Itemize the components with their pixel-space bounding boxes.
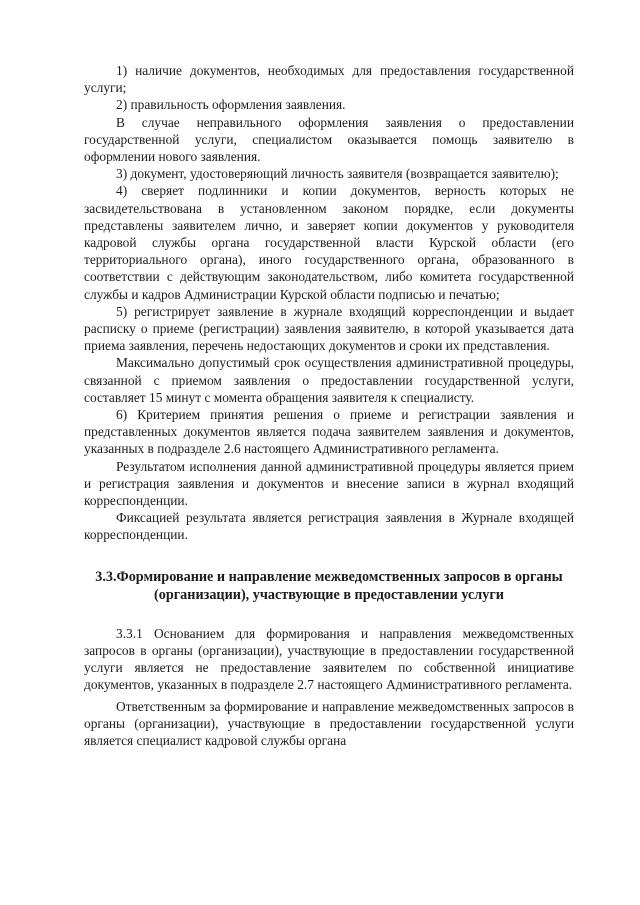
paragraph-procedure-result: Результатом исполнения данной административной процедуры является прием и регистрация заявления и документов и внесение записи в журнал входящий корреспонденции. xyxy=(84,458,574,509)
spacer xyxy=(84,605,574,625)
document-body xyxy=(84,62,574,749)
section-heading: 3.3.Формирование и направление межведомственных запросов в органы (организации), участвующие в предоставлении услуги xyxy=(95,568,563,604)
paragraph-result-fixation: Фиксацией результата является регистрация заявления в Журнале входящей корреспонденции. xyxy=(84,510,574,543)
paragraph-item-verify-copies: 4) сверяет подлинники и копии документов, верность которых не засвидетельствована в установленном законом порядке, если документы представлены заявителем лично, и заверяет копии документов у руководителя кадровой службы органа государственной власти Курской области (его территориального органа), иного государственного органа, образованного в соответствии с действующим законодательством, либо комитета государственной службы и кадров Администрации Курской области подписью и печатью; xyxy=(84,183,574,302)
paragraph-item-correctness: 2) правильность оформления заявления. xyxy=(116,97,346,113)
paragraph-item-decision-criterion: 6) Критерием принятия решения о приеме и регистрации заявления и представленных документов является подача заявителем заявления и документов, указанных в подразделе 2.6 настоящего Административного регламента. xyxy=(84,407,574,457)
paragraph-item-identity-document: 3) документ, удостоверяющий личность заявителя (возвращается заявителю); xyxy=(116,166,559,182)
paragraph-responsible-specialist: Ответственным за формирование и направление межведомственных запросов в органы (организации), участвующие в предоставлении государственной услуги является специалист кадровой службы органа xyxy=(84,698,574,748)
paragraph-grounds-for-requests: 3.3.1 Основанием для формирования и направления межведомственных запросов в органы (организации), участвующие в предоставлении государственной услуги является не предоставление заявителем по собственной инициативе документов, указанных в подразделе 2.7 настоящего Административного регламента. xyxy=(84,625,574,693)
paragraph-max-duration: Максимально допустимый срок осуществления административной процедуры, связанной с приемом заявления о предоставлении государственной услуги, составляет 15 минут с момента обращения заявителя к специалисту. xyxy=(84,355,574,405)
paragraph-incorrect-application: В случае неправильного оформления заявления о предоставлении государственной услуги, специалистом оказывается помощь заявителю в оформлении нового заявления. xyxy=(84,114,574,165)
paragraph-item-register: 5) регистрирует заявление в журнале входящий корреспонденции и выдает расписку о приеме (регистрации) заявления заявителю, в которой указывается дата приема заявления, перечень недостающих документов и сроки их представления. xyxy=(84,303,574,354)
spacer xyxy=(84,544,574,568)
paragraph-item-availability: 1) наличие документов, необходимых для предоставления государственной услуги; xyxy=(84,63,574,96)
